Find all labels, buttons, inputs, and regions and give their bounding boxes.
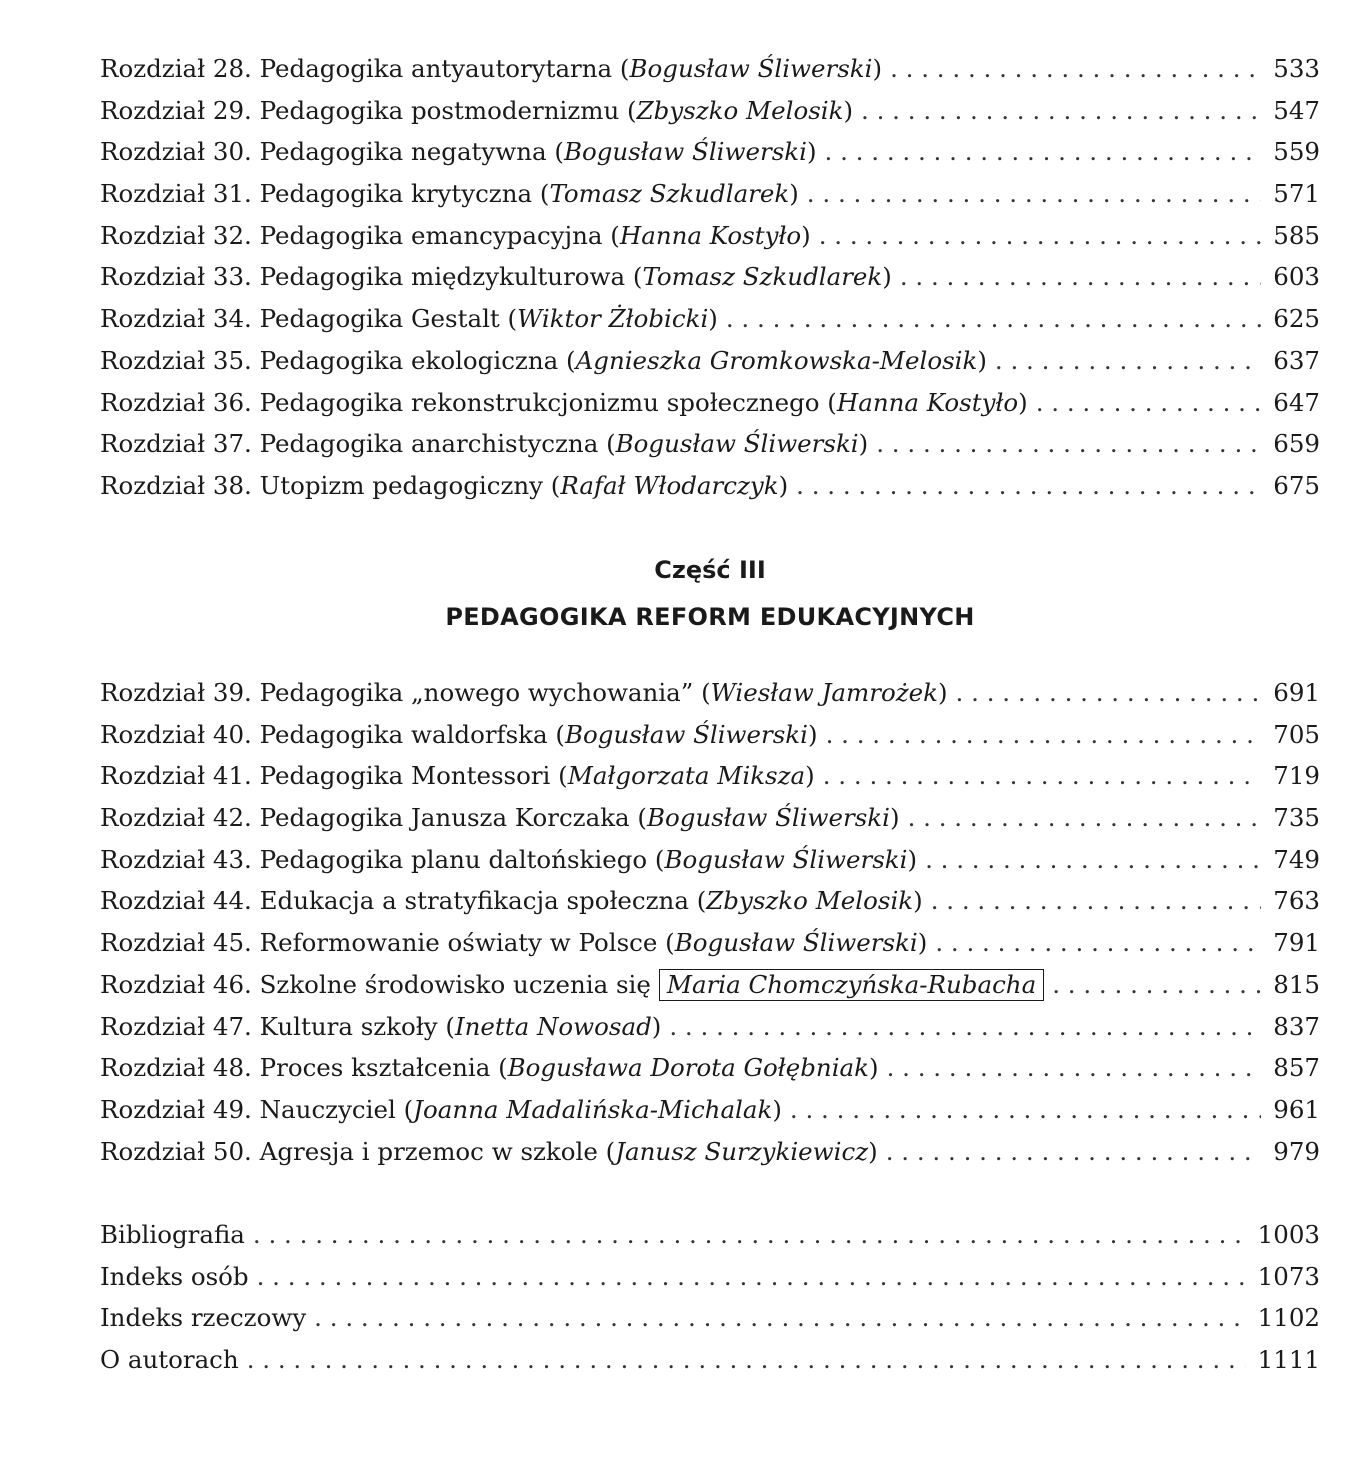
toc-entry-text	[100, 423, 868, 465]
chapter-title: Rozdział 41. Pedagogika Montessori (	[100, 761, 568, 791]
closing-paren: )	[651, 1011, 662, 1041]
page-number: 637	[1273, 345, 1320, 375]
chapter-author: Bogusław Śliwerski	[664, 844, 908, 874]
toc-entry-row[interactable]	[100, 298, 1320, 340]
chapter-author: Tomasz Szkudlarek	[642, 262, 883, 292]
page-number: 719	[1273, 761, 1320, 791]
toc-entry-row[interactable]	[100, 173, 1320, 215]
closing-paren: )	[1018, 387, 1028, 417]
closing-paren: )	[869, 1053, 879, 1083]
page-number: 837	[1273, 1011, 1320, 1041]
toc-entry-text	[100, 256, 892, 298]
toc-entry-row[interactable]	[100, 1256, 1320, 1298]
chapter-title: Rozdział 39. Pedagogika „nowego wychowania” (	[100, 678, 711, 707]
chapter-title: Rozdział 45. Reformowanie oświaty w Polsce (	[100, 928, 675, 958]
dot-leader	[314, 1297, 1245, 1339]
page-number: 1073	[1257, 1261, 1320, 1291]
toc-entry-row[interactable]	[100, 1131, 1320, 1173]
dot-leader	[669, 1006, 1261, 1048]
toc-entry-row[interactable]	[100, 48, 1320, 90]
chapter-title: Rozdział 44. Edukacja a stratyfikacja społeczna (	[100, 886, 707, 916]
toc-entry-row[interactable]	[100, 1297, 1320, 1339]
toc-entry-text	[100, 465, 788, 507]
chapter-title: Indeks rzeczowy	[100, 1303, 307, 1333]
page-number: 675	[1273, 470, 1320, 500]
chapter-title: Rozdział 43. Pedagogika planu daltońskiego (	[100, 844, 665, 874]
dot-leader	[890, 48, 1261, 90]
page-number: 603	[1273, 262, 1320, 292]
toc-entry-text	[100, 1256, 249, 1298]
page-number: 705	[1273, 719, 1320, 749]
page-number: 691	[1273, 678, 1320, 707]
closing-paren: )	[708, 304, 718, 334]
toc-entry-text	[100, 964, 1044, 1006]
page-number: 625	[1273, 304, 1320, 334]
toc-back-matter-list	[100, 1214, 1320, 1381]
dot-leader	[819, 215, 1262, 257]
closing-paren: )	[872, 54, 883, 83]
chapter-author: Hanna Kostyło	[836, 387, 1019, 417]
toc-entry-text	[100, 173, 799, 215]
toc-entry-text	[100, 755, 815, 797]
toc-entry-text	[100, 797, 900, 839]
closing-paren: )	[913, 886, 923, 916]
chapter-title: O autorach	[100, 1345, 239, 1375]
chapter-author: Inetta Nowosad	[454, 1011, 652, 1041]
chapter-author: Maria Chomczyńska-Rubacha	[659, 969, 1044, 1001]
page-number: 533	[1273, 54, 1320, 83]
chapter-title: Rozdział 49. Nauczyciel (	[100, 1094, 414, 1124]
toc-entry-text	[100, 1006, 661, 1048]
chapter-author: Bogusław Śliwerski	[629, 54, 873, 83]
toc-entry-row[interactable]	[100, 1339, 1320, 1381]
chapter-author: Joanna Madalińska-Michalak	[413, 1094, 773, 1124]
toc-entry-row[interactable]	[100, 340, 1320, 382]
chapter-title: Rozdział 37. Pedagogika anarchistyczna (	[100, 429, 616, 459]
chapter-author: Bogusław Śliwerski	[563, 137, 807, 167]
toc-entry-row[interactable]	[100, 880, 1320, 922]
toc-entry-text	[100, 340, 987, 382]
page-number: 763	[1273, 886, 1320, 916]
dot-leader	[826, 714, 1262, 756]
toc-part3-list	[100, 672, 1320, 1172]
toc-entry-row[interactable]	[100, 1089, 1320, 1131]
toc-entry-text	[100, 131, 817, 173]
chapter-title: Rozdział 40. Pedagogika waldorfska (	[100, 719, 565, 749]
dot-leader	[247, 1339, 1246, 1381]
page-number: 647	[1273, 387, 1320, 417]
chapter-title: Rozdział 32. Pedagogika emancypacyjna (	[100, 220, 620, 250]
chapter-title: Rozdział 29. Pedagogika postmodernizmu (	[100, 95, 637, 125]
toc-entry-row[interactable]	[100, 672, 1320, 714]
toc-part2-list	[100, 48, 1320, 507]
chapter-author: Zbyszko Melosik	[636, 95, 844, 125]
closing-paren: )	[806, 137, 817, 167]
closing-paren: )	[868, 1136, 878, 1166]
dot-leader	[253, 1214, 1246, 1256]
chapter-title: Rozdział 47. Kultura szkoły (	[100, 1011, 455, 1041]
page-number: 979	[1273, 1136, 1320, 1166]
chapter-title: Rozdział 48. Proces kształcenia (	[100, 1053, 508, 1083]
chapter-title: Rozdział 46. Szkolne środowisko uczenia się	[100, 969, 651, 999]
chapter-title: Rozdział 42. Pedagogika Janusza Korczaka (	[100, 803, 647, 833]
toc-entry-row[interactable]	[100, 90, 1320, 132]
toc-entry-text	[100, 1131, 878, 1173]
chapter-author: Agnieszka Gromkowska-Melosik	[575, 345, 978, 375]
toc-entry-row[interactable]	[100, 922, 1320, 964]
dot-leader	[908, 797, 1262, 839]
dot-leader	[887, 1047, 1262, 1089]
closing-paren: )	[937, 678, 948, 707]
page-number: 815	[1273, 969, 1320, 999]
chapter-title: Indeks osób	[100, 1261, 249, 1291]
chapter-author: Bogusław Śliwerski	[674, 928, 918, 958]
toc-entry-row[interactable]	[100, 465, 1320, 507]
toc-entry-row[interactable]	[100, 839, 1320, 881]
toc-entry-text	[100, 922, 927, 964]
dot-leader	[790, 1089, 1261, 1131]
page-number: 659	[1273, 429, 1320, 459]
chapter-title: Bibliografia	[100, 1220, 245, 1249]
toc-entry-text	[100, 215, 811, 257]
toc-entry-text	[100, 1297, 306, 1339]
dot-leader	[1036, 382, 1262, 424]
dot-leader	[876, 423, 1261, 465]
dot-leader	[861, 90, 1261, 132]
page-number: 1102	[1257, 1303, 1320, 1333]
dot-leader	[1052, 964, 1261, 1006]
toc-entry-row[interactable]	[100, 382, 1320, 424]
toc-entry-row[interactable]	[100, 131, 1320, 173]
closing-paren: )	[808, 719, 818, 749]
chapter-author: Tomasz Szkudlarek	[549, 179, 790, 209]
toc-entry-row[interactable]	[100, 215, 1320, 257]
page-number: 961	[1273, 1094, 1320, 1124]
toc-entry-row[interactable]	[100, 423, 1320, 465]
toc-entry-text	[100, 839, 917, 881]
chapter-title: Rozdział 30. Pedagogika negatywna (	[100, 137, 564, 167]
toc-entry-row[interactable]	[100, 1214, 1320, 1256]
toc-entry-row[interactable]	[100, 714, 1320, 756]
closing-paren: )	[772, 1094, 782, 1124]
toc-entry-text	[100, 1089, 782, 1131]
dot-leader	[726, 298, 1261, 340]
toc-entry-text	[100, 90, 853, 132]
closing-paren: )	[805, 761, 815, 791]
closing-paren: )	[882, 262, 892, 292]
chapter-author: Bogusław Śliwerski	[565, 719, 808, 749]
toc-entry-text	[100, 48, 882, 90]
closing-paren: )	[890, 803, 900, 833]
closing-paren: )	[789, 179, 799, 209]
chapter-title: Rozdział 35. Pedagogika ekologiczna (	[100, 345, 576, 375]
page-number: 791	[1273, 928, 1320, 958]
page-number: 547	[1273, 95, 1320, 125]
toc-entry-text	[100, 298, 718, 340]
toc-entry-text	[100, 672, 948, 714]
page-number: 1003	[1257, 1220, 1320, 1249]
dot-leader	[956, 672, 1262, 714]
page-number: 1111	[1257, 1345, 1320, 1375]
closing-paren: )	[778, 470, 789, 500]
toc-entry-row[interactable]	[100, 964, 1320, 1006]
dot-leader	[900, 256, 1261, 298]
page-number: 559	[1273, 137, 1320, 167]
chapter-title: Rozdział 34. Pedagogika Gestalt (	[100, 304, 518, 334]
page-number: 571	[1273, 179, 1320, 209]
dot-leader	[796, 465, 1261, 507]
chapter-author: Zbyszko Melosik	[706, 886, 914, 916]
toc-entry-text	[100, 880, 923, 922]
closing-paren: )	[801, 220, 811, 250]
chapter-author: Wiesław Jamrożek	[710, 678, 938, 707]
dot-leader	[886, 1131, 1262, 1173]
chapter-author: Bogusław Śliwerski	[615, 429, 859, 459]
dot-leader	[925, 839, 1261, 881]
chapter-author: Bogusława Dorota Gołębniak	[507, 1053, 869, 1083]
toc-entry-text	[100, 714, 818, 756]
page-number: 735	[1273, 803, 1320, 833]
dot-leader	[823, 755, 1262, 797]
chapter-title: Rozdział 31. Pedagogika krytyczna (	[100, 179, 550, 209]
chapter-author: Janusz Surzykiewicz	[615, 1136, 869, 1166]
page-number: 585	[1273, 220, 1320, 250]
chapter-title: Rozdział 38. Utopizm pedagogiczny (	[100, 470, 561, 500]
chapter-author: Rafał Włodarczyk	[560, 470, 779, 500]
toc-entry-text	[100, 1047, 879, 1089]
dot-leader	[825, 131, 1262, 173]
toc-entry-row[interactable]	[100, 256, 1320, 298]
dot-leader	[807, 173, 1261, 215]
closing-paren: )	[858, 429, 869, 459]
chapter-author: Bogusław Śliwerski	[647, 803, 890, 833]
part-number-heading: Część III	[654, 556, 766, 584]
closing-paren: )	[843, 95, 854, 125]
closing-paren: )	[977, 345, 987, 375]
part-title-heading: PEDAGOGIKA REFORM EDUKACYJNYCH	[445, 603, 975, 631]
chapter-author: Wiktor Żłobicki	[517, 304, 709, 334]
chapter-author: Hanna Kostyło	[619, 220, 802, 250]
closing-paren: )	[907, 844, 918, 874]
toc-entry-text	[100, 1339, 239, 1381]
dot-leader	[931, 880, 1262, 922]
toc-entry-row[interactable]	[100, 797, 1320, 839]
chapter-author: Małgorzata Miksza	[567, 761, 806, 791]
dot-leader	[935, 922, 1261, 964]
chapter-title: Rozdział 36. Pedagogika rekonstrukcjonizmu społecznego (	[100, 387, 837, 417]
dot-leader	[257, 1256, 1246, 1298]
chapter-title: Rozdział 28. Pedagogika antyautorytarna (	[100, 54, 630, 83]
page-number: 749	[1273, 844, 1320, 874]
page-number: 857	[1273, 1053, 1320, 1083]
toc-entry-row[interactable]	[100, 1006, 1320, 1048]
toc-entry-row[interactable]	[100, 1047, 1320, 1089]
chapter-title: Rozdział 33. Pedagogika międzykulturowa (	[100, 262, 643, 292]
chapter-title: Rozdział 50. Agresja i przemoc w szkole (	[100, 1136, 616, 1166]
toc-entry-text	[100, 1214, 245, 1256]
closing-paren: )	[917, 928, 928, 958]
toc-entry-row[interactable]	[100, 755, 1320, 797]
dot-leader	[995, 340, 1261, 382]
toc-entry-text	[100, 382, 1028, 424]
